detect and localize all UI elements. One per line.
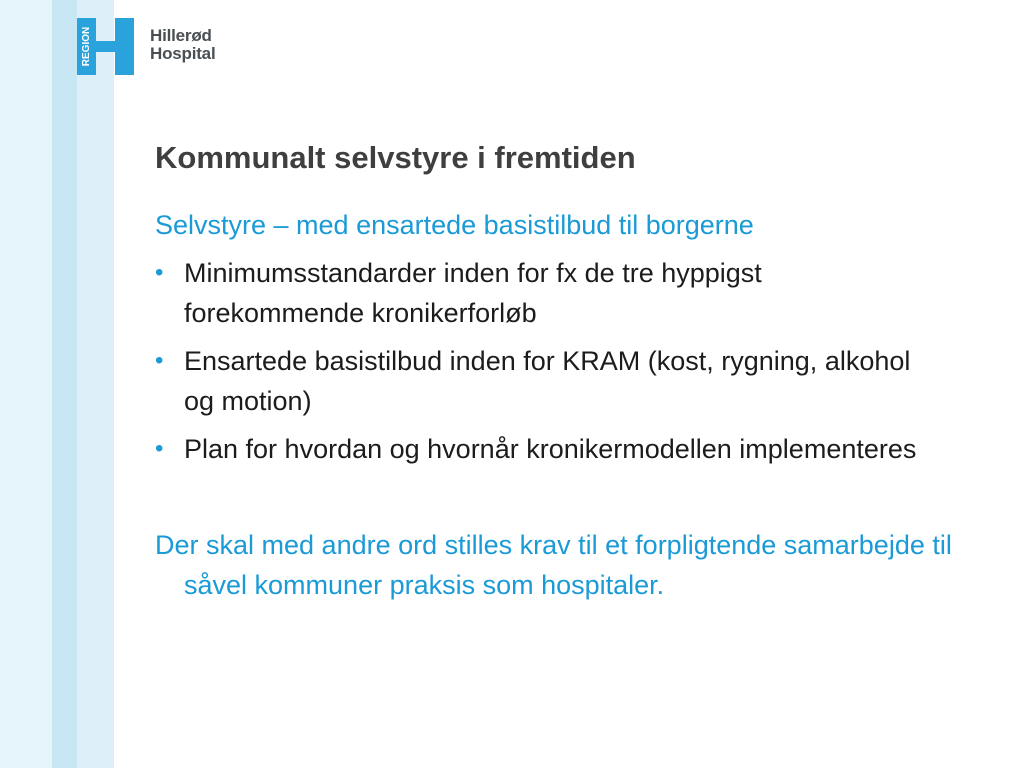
bullet-list — [155, 253, 975, 469]
closing-statement: Der skal med andre ord stilles krav til et forpligtende samarbejde til såvel kommuner praksis som hospitaler. — [155, 530, 952, 600]
bullet-icon: • — [155, 435, 164, 462]
region-h-logo-mark — [77, 18, 134, 75]
bullet-text: Ensartede basistilbud inden for KRAM (kost, rygning, alkohol og motion) — [184, 346, 911, 416]
background-stripe-middle — [52, 0, 77, 768]
slide-body — [155, 205, 975, 632]
bullet-text: Minimumsstandarder inden for fx de tre hyppigst forekommende kronikerforløb — [184, 258, 762, 328]
bullet-icon: • — [155, 347, 164, 374]
hospital-name — [150, 27, 215, 63]
bullet-text: Plan for hvordan og hvornår kronikermodellen implementeres — [184, 434, 917, 464]
hospital-logo — [77, 18, 215, 75]
slide-title: Kommunalt selvstyre i fremtiden — [155, 140, 636, 175]
hospital-name-line2: Hospital — [150, 44, 216, 63]
bullet-item — [155, 253, 924, 333]
bullet-icon: • — [155, 259, 164, 286]
background-stripe-left — [0, 0, 52, 768]
region-h-icon — [77, 18, 134, 75]
bullet-item — [155, 341, 924, 421]
background-stripe-right — [77, 0, 114, 768]
hospital-name-line1: Hillerød — [150, 26, 212, 45]
bullet-item — [155, 429, 924, 469]
region-label: REGION — [81, 26, 92, 67]
slide-subtitle: Selvstyre – med ensartede basistilbud til borgerne — [155, 210, 754, 240]
